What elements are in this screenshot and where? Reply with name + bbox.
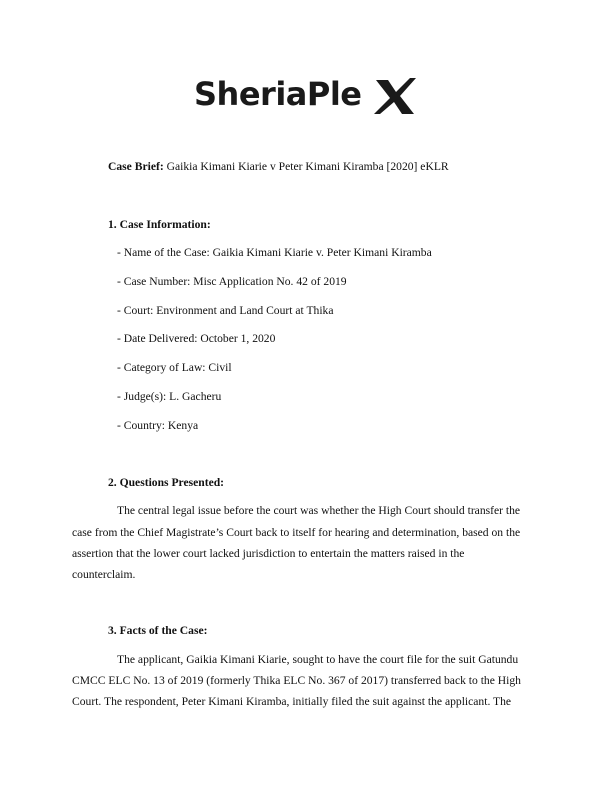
info-item-judges: - Judge(s): L. Gacheru bbox=[117, 390, 222, 403]
facts-paragraph-line: The applicant, Gaikia Kimani Kiarie, sought to have the court file for the suit Gatundu bbox=[117, 653, 519, 666]
facts-paragraph-line: CMCC ELC No. 13 of 2019 (formerly Thika ELC No. 367 of 2017) transferred back to the High bbox=[72, 674, 521, 687]
facts-paragraph-line: Court. The respondent, Peter Kimani Kiramba, initially filed the suit against the applicant. The bbox=[72, 695, 512, 708]
questions-presented-heading: 2. Questions Presented: bbox=[108, 476, 225, 489]
info-item-country: - Country: Kenya bbox=[117, 419, 199, 432]
logo-x-mark bbox=[374, 76, 418, 116]
sheriaplex-logo bbox=[194, 70, 424, 118]
info-item-category: - Category of Law: Civil bbox=[117, 361, 232, 374]
facts-heading: 3. Facts of the Case: bbox=[108, 624, 208, 637]
info-item-court: - Court: Environment and Land Court at Thika bbox=[117, 304, 334, 317]
questions-paragraph-line: case from the Chief Magistrate’s Court back to itself for hearing and determination, based on the bbox=[72, 526, 521, 539]
case-brief-title: Gaikia Kimani Kiarie v Peter Kimani Kiramba [2020] eKLR bbox=[166, 160, 449, 173]
case-information-heading: 1. Case Information: bbox=[108, 218, 211, 231]
logo-wordmark: SheriaPle bbox=[194, 75, 362, 113]
info-item-case-number: - Case Number: Misc Application No. 42 of 2019 bbox=[117, 275, 347, 288]
questions-paragraph-line: counterclaim. bbox=[72, 568, 136, 581]
info-item-date-delivered: - Date Delivered: October 1, 2020 bbox=[117, 332, 276, 345]
case-brief-label: Case Brief: bbox=[108, 160, 164, 173]
case-brief-line bbox=[108, 160, 449, 174]
info-item-case-name: - Name of the Case: Gaikia Kimani Kiarie v. Peter Kimani Kiramba bbox=[117, 246, 432, 259]
questions-paragraph-line: The central legal issue before the court was whether the High Court should transfer the bbox=[117, 504, 521, 517]
questions-paragraph-line: assertion that the lower court lacked jurisdiction to entertain the matters raised in the bbox=[72, 547, 465, 560]
